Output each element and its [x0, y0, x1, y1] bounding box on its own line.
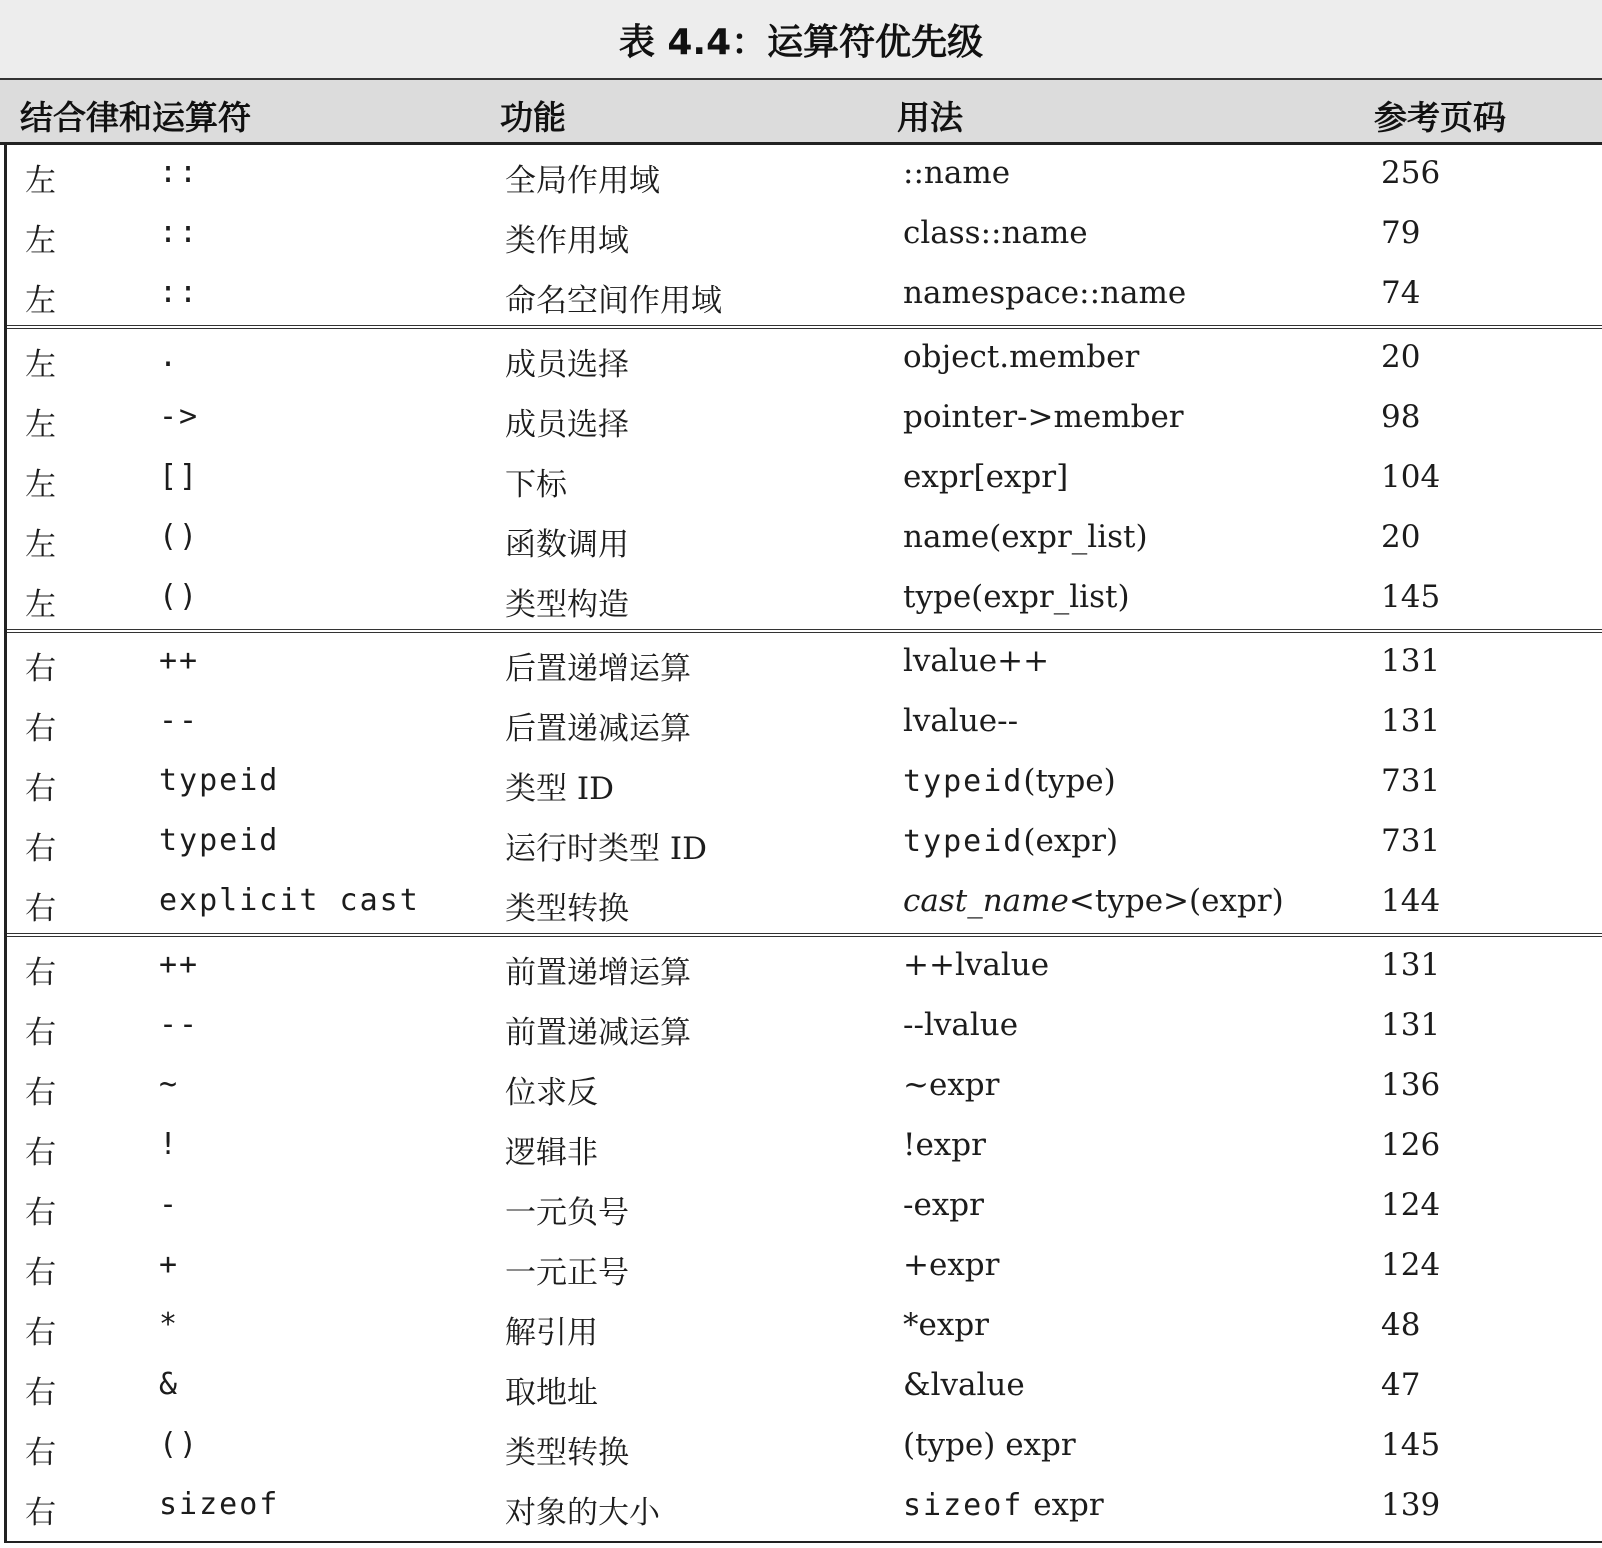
- cell-operator: ++: [159, 947, 200, 982]
- cell-function: 类型构造: [505, 587, 629, 623]
- usage-text: --lvalue: [903, 1007, 1019, 1043]
- table-row: [7, 569, 1602, 629]
- cell-usage: [903, 1127, 986, 1163]
- cell-operator: ~: [159, 1067, 180, 1102]
- cell-function: 类型转换: [505, 891, 629, 927]
- usage-text: namespace::name: [903, 275, 1187, 311]
- header-page: 参考页码: [1374, 98, 1506, 137]
- table-row: [7, 1417, 1602, 1477]
- cell-operator: (): [159, 579, 200, 614]
- cell-function: 后置递增运算: [505, 651, 691, 687]
- cell-associativity: 右: [25, 1015, 56, 1051]
- cell-associativity: 右: [25, 771, 56, 807]
- cell-usage: [903, 215, 1088, 251]
- usage-text: &lvalue: [903, 1367, 1025, 1403]
- table-row: [7, 937, 1602, 997]
- cell-associativity: 右: [25, 1315, 56, 1351]
- cell-function: 成员选择: [505, 407, 629, 443]
- cell-page-number: 145: [1381, 1427, 1441, 1463]
- cell-function: 逻辑非: [505, 1135, 598, 1171]
- cell-function: 前置递增运算: [505, 955, 691, 991]
- usage-text: ~expr: [903, 1067, 1000, 1103]
- table-row: [7, 1477, 1602, 1537]
- cell-associativity: 右: [25, 1435, 56, 1471]
- cell-operator: sizeof: [159, 1487, 280, 1522]
- cell-function: 类作用域: [505, 223, 629, 259]
- table-row: [7, 633, 1602, 693]
- cell-usage: [903, 275, 1186, 311]
- cell-operator: --: [159, 1007, 200, 1042]
- cell-page-number: 136: [1381, 1067, 1441, 1103]
- cell-function: 取地址: [505, 1375, 598, 1411]
- cell-page-number: 74: [1381, 275, 1421, 311]
- cell-associativity: 右: [25, 955, 56, 991]
- cell-operator: &: [159, 1367, 180, 1402]
- usage-placeholder: cast_name: [903, 883, 1069, 919]
- cell-operator: explicit cast: [159, 883, 420, 918]
- cell-page-number: 131: [1381, 1007, 1441, 1043]
- table-header: [0, 80, 1602, 145]
- cell-page-number: 139: [1381, 1487, 1441, 1523]
- usage-text: -expr: [903, 1187, 984, 1223]
- usage-text: name(expr_list): [903, 519, 1148, 555]
- cell-usage: [903, 459, 1068, 495]
- cell-associativity: 左: [25, 223, 56, 259]
- cell-function: 命名空间作用域: [505, 283, 722, 319]
- cell-usage: [903, 947, 1049, 983]
- cell-operator: (): [159, 1427, 200, 1462]
- cell-usage: [903, 1007, 1018, 1043]
- cell-function: 一元正号: [505, 1255, 629, 1291]
- cell-function: 位求反: [505, 1075, 598, 1111]
- header-assoc-op: 结合律和运算符: [20, 98, 251, 137]
- cell-page-number: 131: [1381, 703, 1441, 739]
- cell-operator: []: [159, 459, 200, 494]
- table-row: [7, 265, 1602, 325]
- cell-function: 对象的大小: [505, 1495, 660, 1531]
- table-row: [7, 813, 1602, 873]
- cell-associativity: 左: [25, 527, 56, 563]
- cell-associativity: 右: [25, 891, 56, 927]
- table-row: [7, 389, 1602, 449]
- row-group: [7, 329, 1602, 633]
- cell-operator: *: [159, 1307, 180, 1342]
- usage-text: type(expr_list): [903, 579, 1130, 615]
- usage-keyword: typeid: [903, 764, 1024, 799]
- cell-operator: ::: [159, 215, 200, 250]
- cell-page-number: 131: [1381, 643, 1441, 679]
- cell-function: 全局作用域: [505, 163, 660, 199]
- cell-function: 前置递减运算: [505, 1015, 691, 1051]
- cell-associativity: 右: [25, 1255, 56, 1291]
- cell-usage: [903, 1427, 1076, 1463]
- cell-operator: !: [159, 1127, 180, 1162]
- cell-function: 后置递减运算: [505, 711, 691, 747]
- cell-page-number: 47: [1381, 1367, 1421, 1403]
- cell-usage: [903, 1367, 1025, 1403]
- cell-usage: [903, 579, 1130, 615]
- table-row: [7, 1237, 1602, 1297]
- cell-associativity: 左: [25, 283, 56, 319]
- table-row: [7, 509, 1602, 569]
- cell-usage: [903, 399, 1184, 435]
- cell-operator: typeid: [159, 763, 280, 798]
- cell-associativity: 右: [25, 711, 56, 747]
- cell-page-number: 124: [1381, 1247, 1441, 1283]
- cell-associativity: 左: [25, 407, 56, 443]
- usage-text: class::name: [903, 215, 1088, 251]
- usage-text: ::name: [903, 155, 1011, 191]
- table-row: [7, 1177, 1602, 1237]
- table-row: [7, 1117, 1602, 1177]
- cell-usage: [903, 823, 1118, 859]
- cell-page-number: 256: [1381, 155, 1441, 191]
- table-row: [7, 449, 1602, 509]
- cell-associativity: 左: [25, 347, 56, 383]
- cell-usage: [903, 1067, 999, 1103]
- cell-function: 类型 ID: [505, 771, 614, 807]
- cell-function: 下标: [505, 467, 567, 503]
- cell-page-number: 124: [1381, 1187, 1441, 1223]
- cell-page-number: 131: [1381, 947, 1441, 983]
- cell-usage: [903, 703, 1018, 739]
- table-row: [7, 145, 1602, 205]
- usage-text: *expr: [903, 1307, 989, 1343]
- header-function: 功能: [500, 98, 566, 137]
- cell-operator: +: [159, 1247, 180, 1282]
- cell-operator: ::: [159, 275, 200, 310]
- table-row: [7, 1057, 1602, 1117]
- table-row: [7, 205, 1602, 265]
- cell-usage: [903, 643, 1049, 679]
- cell-usage: [903, 519, 1148, 555]
- cell-page-number: 144: [1381, 883, 1441, 919]
- cell-page-number: 20: [1381, 519, 1421, 555]
- cell-page-number: 731: [1381, 823, 1441, 859]
- usage-text: expr: [1023, 1487, 1104, 1523]
- cell-operator: .: [159, 339, 180, 374]
- cell-associativity: 右: [25, 1495, 56, 1531]
- usage-text: pointer->member: [903, 399, 1184, 435]
- cell-function: 解引用: [505, 1315, 598, 1351]
- cell-associativity: 左: [25, 467, 56, 503]
- cell-operator: ->: [159, 399, 200, 434]
- usage-text: (type): [1023, 763, 1116, 799]
- header-usage: 用法: [897, 98, 963, 137]
- usage-text: ++lvalue: [903, 947, 1050, 983]
- table-row: [7, 1297, 1602, 1357]
- cell-operator: ::: [159, 155, 200, 190]
- cell-page-number: 126: [1381, 1127, 1441, 1163]
- cell-usage: [903, 1187, 984, 1223]
- usage-text: (expr): [1023, 823, 1119, 859]
- table-row: [7, 997, 1602, 1057]
- row-group: [7, 145, 1602, 329]
- cell-usage: [903, 1307, 989, 1343]
- usage-text: object.member: [903, 339, 1140, 375]
- usage-text: expr[expr]: [903, 459, 1069, 495]
- cell-page-number: 48: [1381, 1307, 1421, 1343]
- cell-usage: [903, 339, 1139, 375]
- usage-text: lvalue--: [903, 703, 1019, 739]
- usage-text: !expr: [903, 1127, 986, 1163]
- table-row: [7, 693, 1602, 753]
- cell-function: 一元负号: [505, 1195, 629, 1231]
- cell-usage: [903, 883, 1284, 919]
- cell-associativity: 右: [25, 831, 56, 867]
- cell-page-number: 731: [1381, 763, 1441, 799]
- cell-function: 函数调用: [505, 527, 629, 563]
- cell-usage: [903, 763, 1116, 799]
- cell-operator: (): [159, 519, 200, 554]
- cell-page-number: 104: [1381, 459, 1441, 495]
- cell-page-number: 145: [1381, 579, 1441, 615]
- cell-page-number: 20: [1381, 339, 1421, 375]
- cell-function: 成员选择: [505, 347, 629, 383]
- cell-usage: [903, 1487, 1104, 1523]
- table-row: [7, 1357, 1602, 1417]
- cell-page-number: 79: [1381, 215, 1421, 251]
- cell-operator: --: [159, 703, 200, 738]
- cell-operator: ++: [159, 643, 200, 678]
- usage-text: +expr: [903, 1247, 1000, 1283]
- cell-function: 运行时类型 ID: [505, 831, 707, 867]
- table-row: [7, 753, 1602, 813]
- cell-function: 类型转换: [505, 1435, 629, 1471]
- cell-operator: -: [159, 1187, 180, 1222]
- cell-associativity: 右: [25, 1195, 56, 1231]
- usage-keyword: typeid: [903, 824, 1024, 859]
- row-group: [7, 937, 1602, 1537]
- cell-usage: [903, 155, 1010, 191]
- cell-associativity: 右: [25, 651, 56, 687]
- table-body: [4, 145, 1602, 1543]
- usage-text: <type>(expr): [1068, 883, 1284, 919]
- table-caption: 表 4.4：运算符优先级: [0, 0, 1602, 80]
- row-group: [7, 633, 1602, 937]
- cell-associativity: 右: [25, 1375, 56, 1411]
- table-row: [7, 873, 1602, 933]
- cell-associativity: 右: [25, 1075, 56, 1111]
- usage-keyword: sizeof: [903, 1488, 1024, 1523]
- cell-usage: [903, 1247, 999, 1283]
- cell-associativity: 左: [25, 163, 56, 199]
- cell-associativity: 右: [25, 1135, 56, 1171]
- table-row: [7, 329, 1602, 389]
- usage-text: lvalue++: [903, 643, 1050, 679]
- usage-text: (type) expr: [903, 1427, 1076, 1463]
- cell-operator: typeid: [159, 823, 280, 858]
- cell-associativity: 左: [25, 587, 56, 623]
- cell-page-number: 98: [1381, 399, 1421, 435]
